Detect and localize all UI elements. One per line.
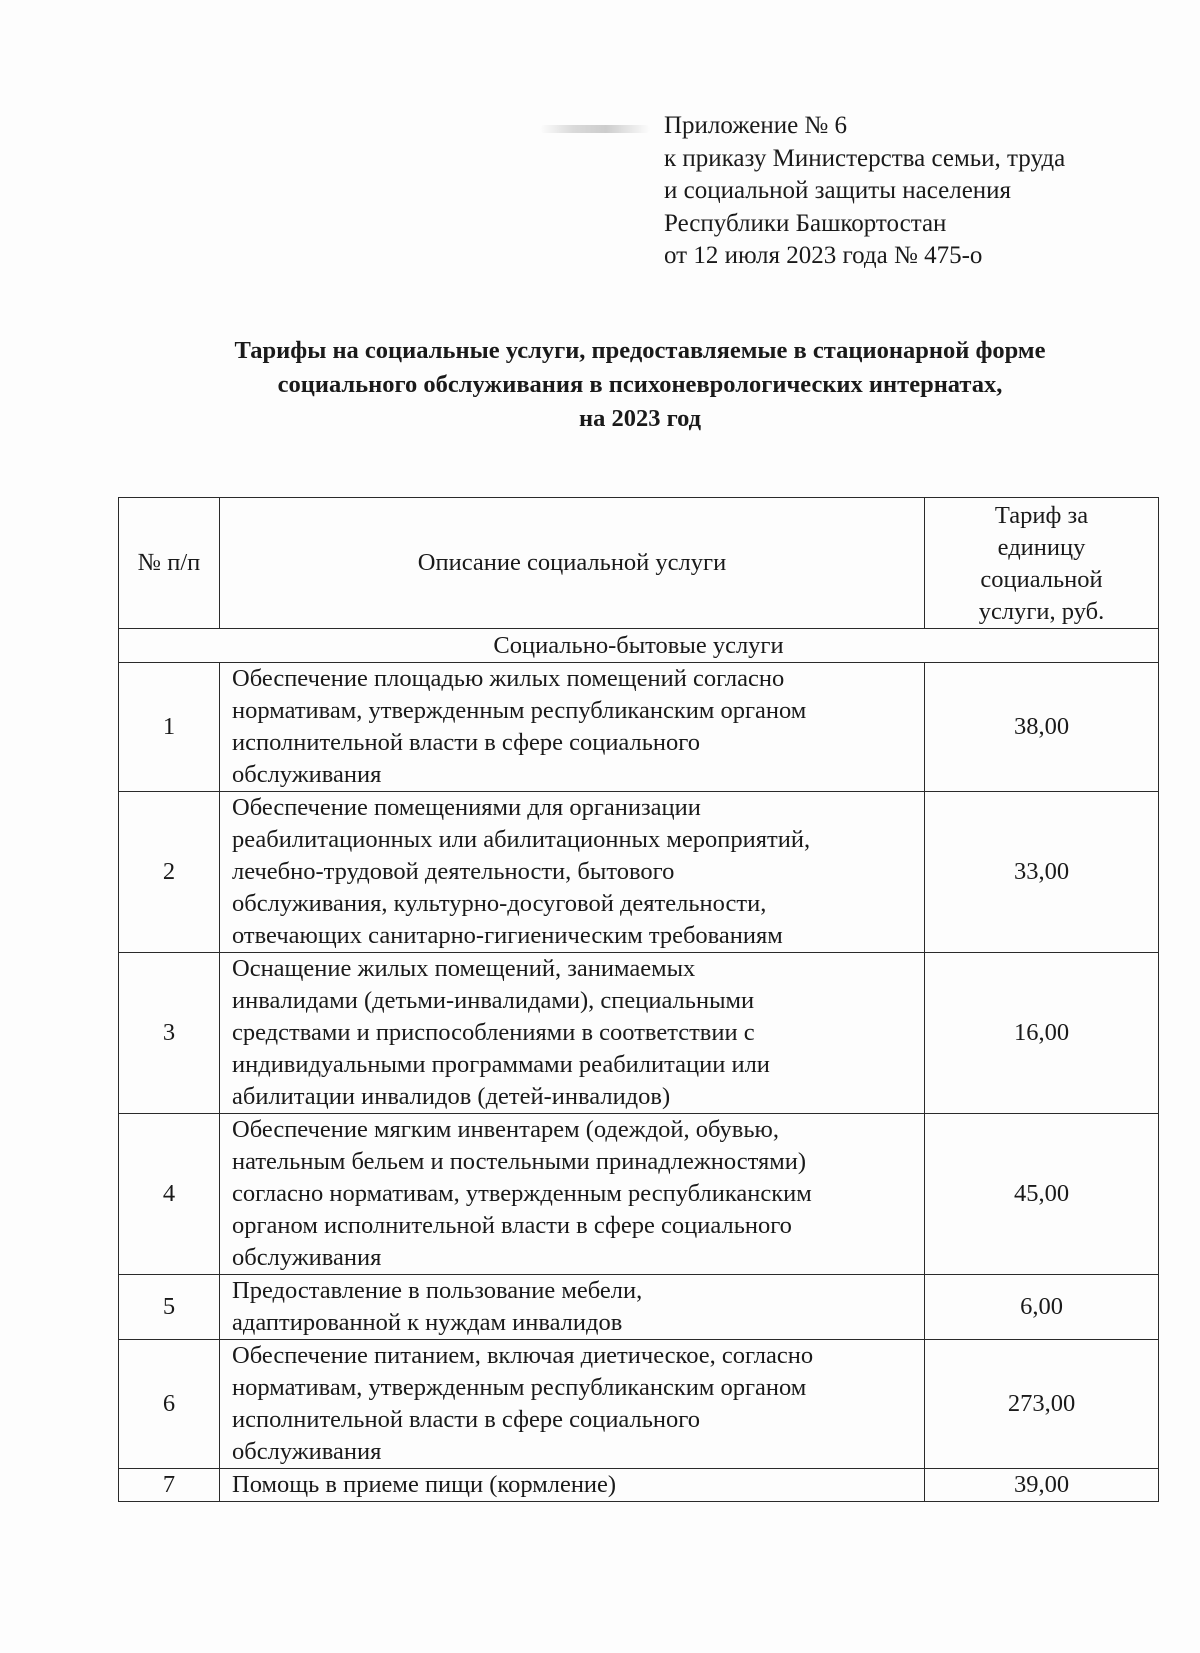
header-tariff-line: услуги, руб.	[978, 598, 1105, 625]
title-line: социального обслуживания в психоневрологических интернатах,	[277, 371, 1003, 398]
title-line: на 2023 год	[578, 405, 702, 432]
row-num: 5	[119, 1275, 220, 1340]
description-line: адаптированной к нуждам инвалидов	[232, 1309, 623, 1336]
description-line: лечебно-трудовой деятельности, бытового	[232, 858, 675, 885]
row-tariff: 33,00	[925, 792, 1159, 953]
row-num: 3	[119, 953, 220, 1114]
description-line: Обеспечение мягким инвентарем (одеждой, обувью,	[232, 1116, 779, 1143]
description-line: согласно нормативам, утвержденным республиканским	[232, 1180, 812, 1207]
description-line: нормативам, утвержденным республиканским органом	[232, 1374, 807, 1401]
description-line: Помощь в приеме пищи (кормление)	[232, 1471, 617, 1498]
description-line: обслуживания	[232, 761, 382, 788]
row-tariff: 16,00	[925, 953, 1159, 1114]
row-description	[220, 1340, 925, 1469]
appendix-line: и социальной защиты населения	[664, 177, 1012, 204]
row-tariff: 273,00	[925, 1340, 1159, 1469]
header-tariff-line: социальной	[980, 566, 1103, 593]
section-title: Социально-бытовые услуги	[119, 629, 1159, 663]
table-row	[119, 1340, 1159, 1469]
table-row	[119, 663, 1159, 792]
row-num: 4	[119, 1114, 220, 1275]
table-row	[119, 1275, 1159, 1340]
description-line: абилитации инвалидов (детей-инвалидов)	[232, 1083, 671, 1110]
row-tariff: 45,00	[925, 1114, 1159, 1275]
appendix-line: от 12 июля 2023 года № 475-о	[664, 242, 983, 269]
description-line: обслуживания	[232, 1438, 382, 1465]
appendix-line: к приказу Министерства семьи, труда	[664, 144, 1066, 172]
row-tariff: 38,00	[925, 663, 1159, 792]
row-num: 7	[119, 1469, 220, 1502]
header-description: Описание социальной услуги	[220, 498, 925, 629]
row-tariff: 6,00	[925, 1275, 1159, 1340]
row-description	[220, 792, 925, 953]
header-tariff-line: Тариф за	[994, 502, 1089, 529]
row-description	[220, 953, 925, 1114]
appendix-line: Республики Башкортостан	[664, 209, 947, 237]
description-line: индивидуальными программами реабилитации или	[232, 1051, 770, 1078]
description-line: нормативам, утвержденным республиканским органом	[232, 697, 807, 724]
table-row	[119, 792, 1159, 953]
row-tariff: 39,00	[925, 1469, 1159, 1502]
document-title	[100, 334, 1180, 436]
row-description	[220, 1114, 925, 1275]
description-line: инвалидами (детьми-инвалидами), специальными	[232, 987, 755, 1014]
table-header-row	[119, 498, 1159, 629]
description-line: Оснащение жилых помещений, занимаемых	[232, 955, 696, 982]
row-num: 2	[119, 792, 220, 953]
description-line: обслуживания	[232, 1244, 382, 1271]
row-description	[220, 663, 925, 792]
description-line: исполнительной власти в сфере социального	[232, 729, 700, 756]
description-line: Обеспечение питанием, включая диетическое, согласно	[232, 1342, 814, 1369]
description-line: Обеспечение помещениями для организации	[232, 794, 701, 821]
table-row	[119, 953, 1159, 1114]
description-line: органом исполнительной власти в сфере социального	[232, 1212, 792, 1239]
scan-smudge	[540, 125, 650, 133]
row-description	[220, 1469, 925, 1502]
description-line: исполнительной власти в сфере социального	[232, 1406, 700, 1433]
description-line: Предоставление в пользование мебели,	[232, 1277, 643, 1304]
row-num: 1	[119, 663, 220, 792]
description-line: обслуживания, культурно-досуговой деятельности,	[232, 890, 767, 917]
description-line: отвечающих санитарно-гигиеническим требованиям	[232, 922, 783, 949]
header-tariff-line: единицу	[997, 534, 1086, 561]
appendix-block	[664, 110, 1164, 273]
tariff-table	[118, 497, 1159, 1502]
description-line: нательным бельем и постельными принадлежностями)	[232, 1148, 807, 1175]
row-description	[220, 1275, 925, 1340]
description-line: Обеспечение площадью жилых помещений согласно	[232, 665, 785, 692]
description-line: средствами и приспособлениями в соответствии с	[232, 1019, 755, 1046]
header-num: № п/п	[119, 498, 220, 629]
title-line: Тарифы на социальные услуги, предоставляемые в стационарной форме	[234, 337, 1046, 364]
description-line: реабилитационных или абилитационных мероприятий,	[232, 826, 811, 853]
table-row	[119, 1114, 1159, 1275]
header-tariff	[925, 498, 1159, 629]
row-num: 6	[119, 1340, 220, 1469]
section-row	[119, 629, 1159, 663]
table-row	[119, 1469, 1159, 1502]
appendix-line: Приложение № 6	[664, 112, 848, 139]
